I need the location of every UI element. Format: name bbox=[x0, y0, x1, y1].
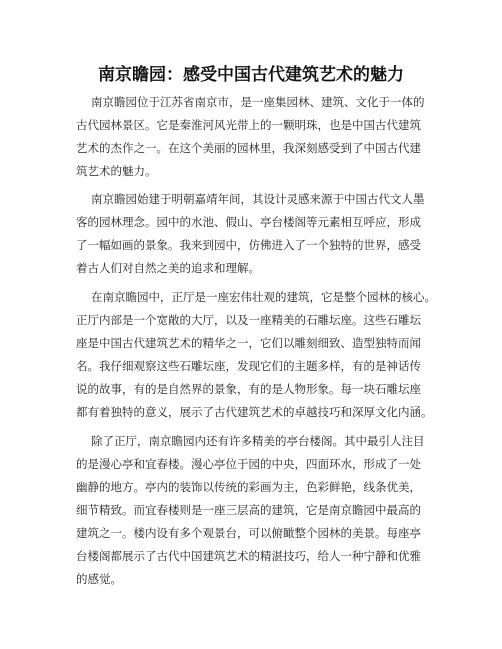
paragraph-3-line-4: 名。我仔细观察这些石雕坛座，发现它们的主题多样，有的是神话传 bbox=[76, 359, 421, 373]
paragraph-4-line-5: 建筑之一。楼内设有多个观景台，可以俯瞰整个园林的美景。每座亭 bbox=[76, 526, 421, 540]
paragraph-1-line-2: 古代园林景区。它是秦淮河风光带上的一颗明珠，也是中国古代建筑 bbox=[76, 118, 421, 132]
paragraph-4-line-6: 台楼阁都展示了古代中国建筑艺术的精湛技巧，给人一种宁静和优雅 bbox=[76, 549, 421, 563]
paragraph-1-line-1: 南京瞻园位于江苏省南京市，是一座集园林、建筑、文化于一体的 bbox=[91, 95, 425, 109]
paragraph-2-line-2: 客的园林理念。园中的水池、假山、亭台楼阁等元素相互呼应，形成 bbox=[76, 215, 421, 229]
paragraph-2-line-4: 着古人们对自然之美的追求和理解。 bbox=[76, 261, 260, 275]
paragraph-2-line-3: 了一幅如画的景象。我来到园中，仿佛进入了一个独特的世界，感受 bbox=[76, 238, 421, 252]
paragraph-1-line-4: 筑艺术的魅力。 bbox=[76, 164, 157, 178]
paragraph-4-line-2: 的是漫心亭和宜春楼。漫心亭位于园的中央，四面环水，形成了一处 bbox=[76, 457, 421, 471]
paragraph-4-line-3: 幽静的地方。亭内的装饰以传统的彩画为主，色彩鲜艳，线条优美， bbox=[76, 480, 421, 494]
paragraph-4-line-7: 的感觉。 bbox=[76, 572, 122, 586]
paragraph-4-line-1: 除了正厅，南京瞻园内还有许多精美的亭台楼阁。其中最引人注目 bbox=[91, 434, 425, 448]
paragraph-3-line-6: 都有着独特的意义，展示了古代建筑艺术的卓越技巧和深厚文化内涵。 bbox=[76, 405, 433, 419]
paragraph-4-line-4: 细节精致。而宜春楼则是一座三层高的建筑，它是南京瞻园中最高的 bbox=[76, 503, 421, 517]
paragraph-2-line-1: 南京瞻园始建于明朝嘉靖年间，其设计灵感来源于中国古代文人墨 bbox=[91, 192, 425, 206]
paragraph-3-line-2: 正厅内部是一个宽敞的大厅，以及一座精美的石雕坛座。这些石雕坛 bbox=[76, 313, 421, 327]
paragraph-1-line-3: 艺术的杰作之一。在这个美丽的园林里，我深刻感受到了中国古代建 bbox=[76, 141, 421, 155]
paragraph-3-line-1: 在南京瞻园中，正厅是一座宏伟壮观的建筑，它是整个园林的核心。 bbox=[91, 290, 436, 304]
paragraph-3-line-3: 座是中国古代建筑艺术的精华之一，它们以雕刻细致、造型独特而闻 bbox=[76, 336, 421, 350]
document-title: 南京瞻园：感受中国古代建筑艺术的魅力 bbox=[98, 65, 404, 85]
paragraph-3-line-5: 说的故事，有的是自然界的景象，有的是人物形象。每一块石雕坛座 bbox=[76, 382, 421, 396]
